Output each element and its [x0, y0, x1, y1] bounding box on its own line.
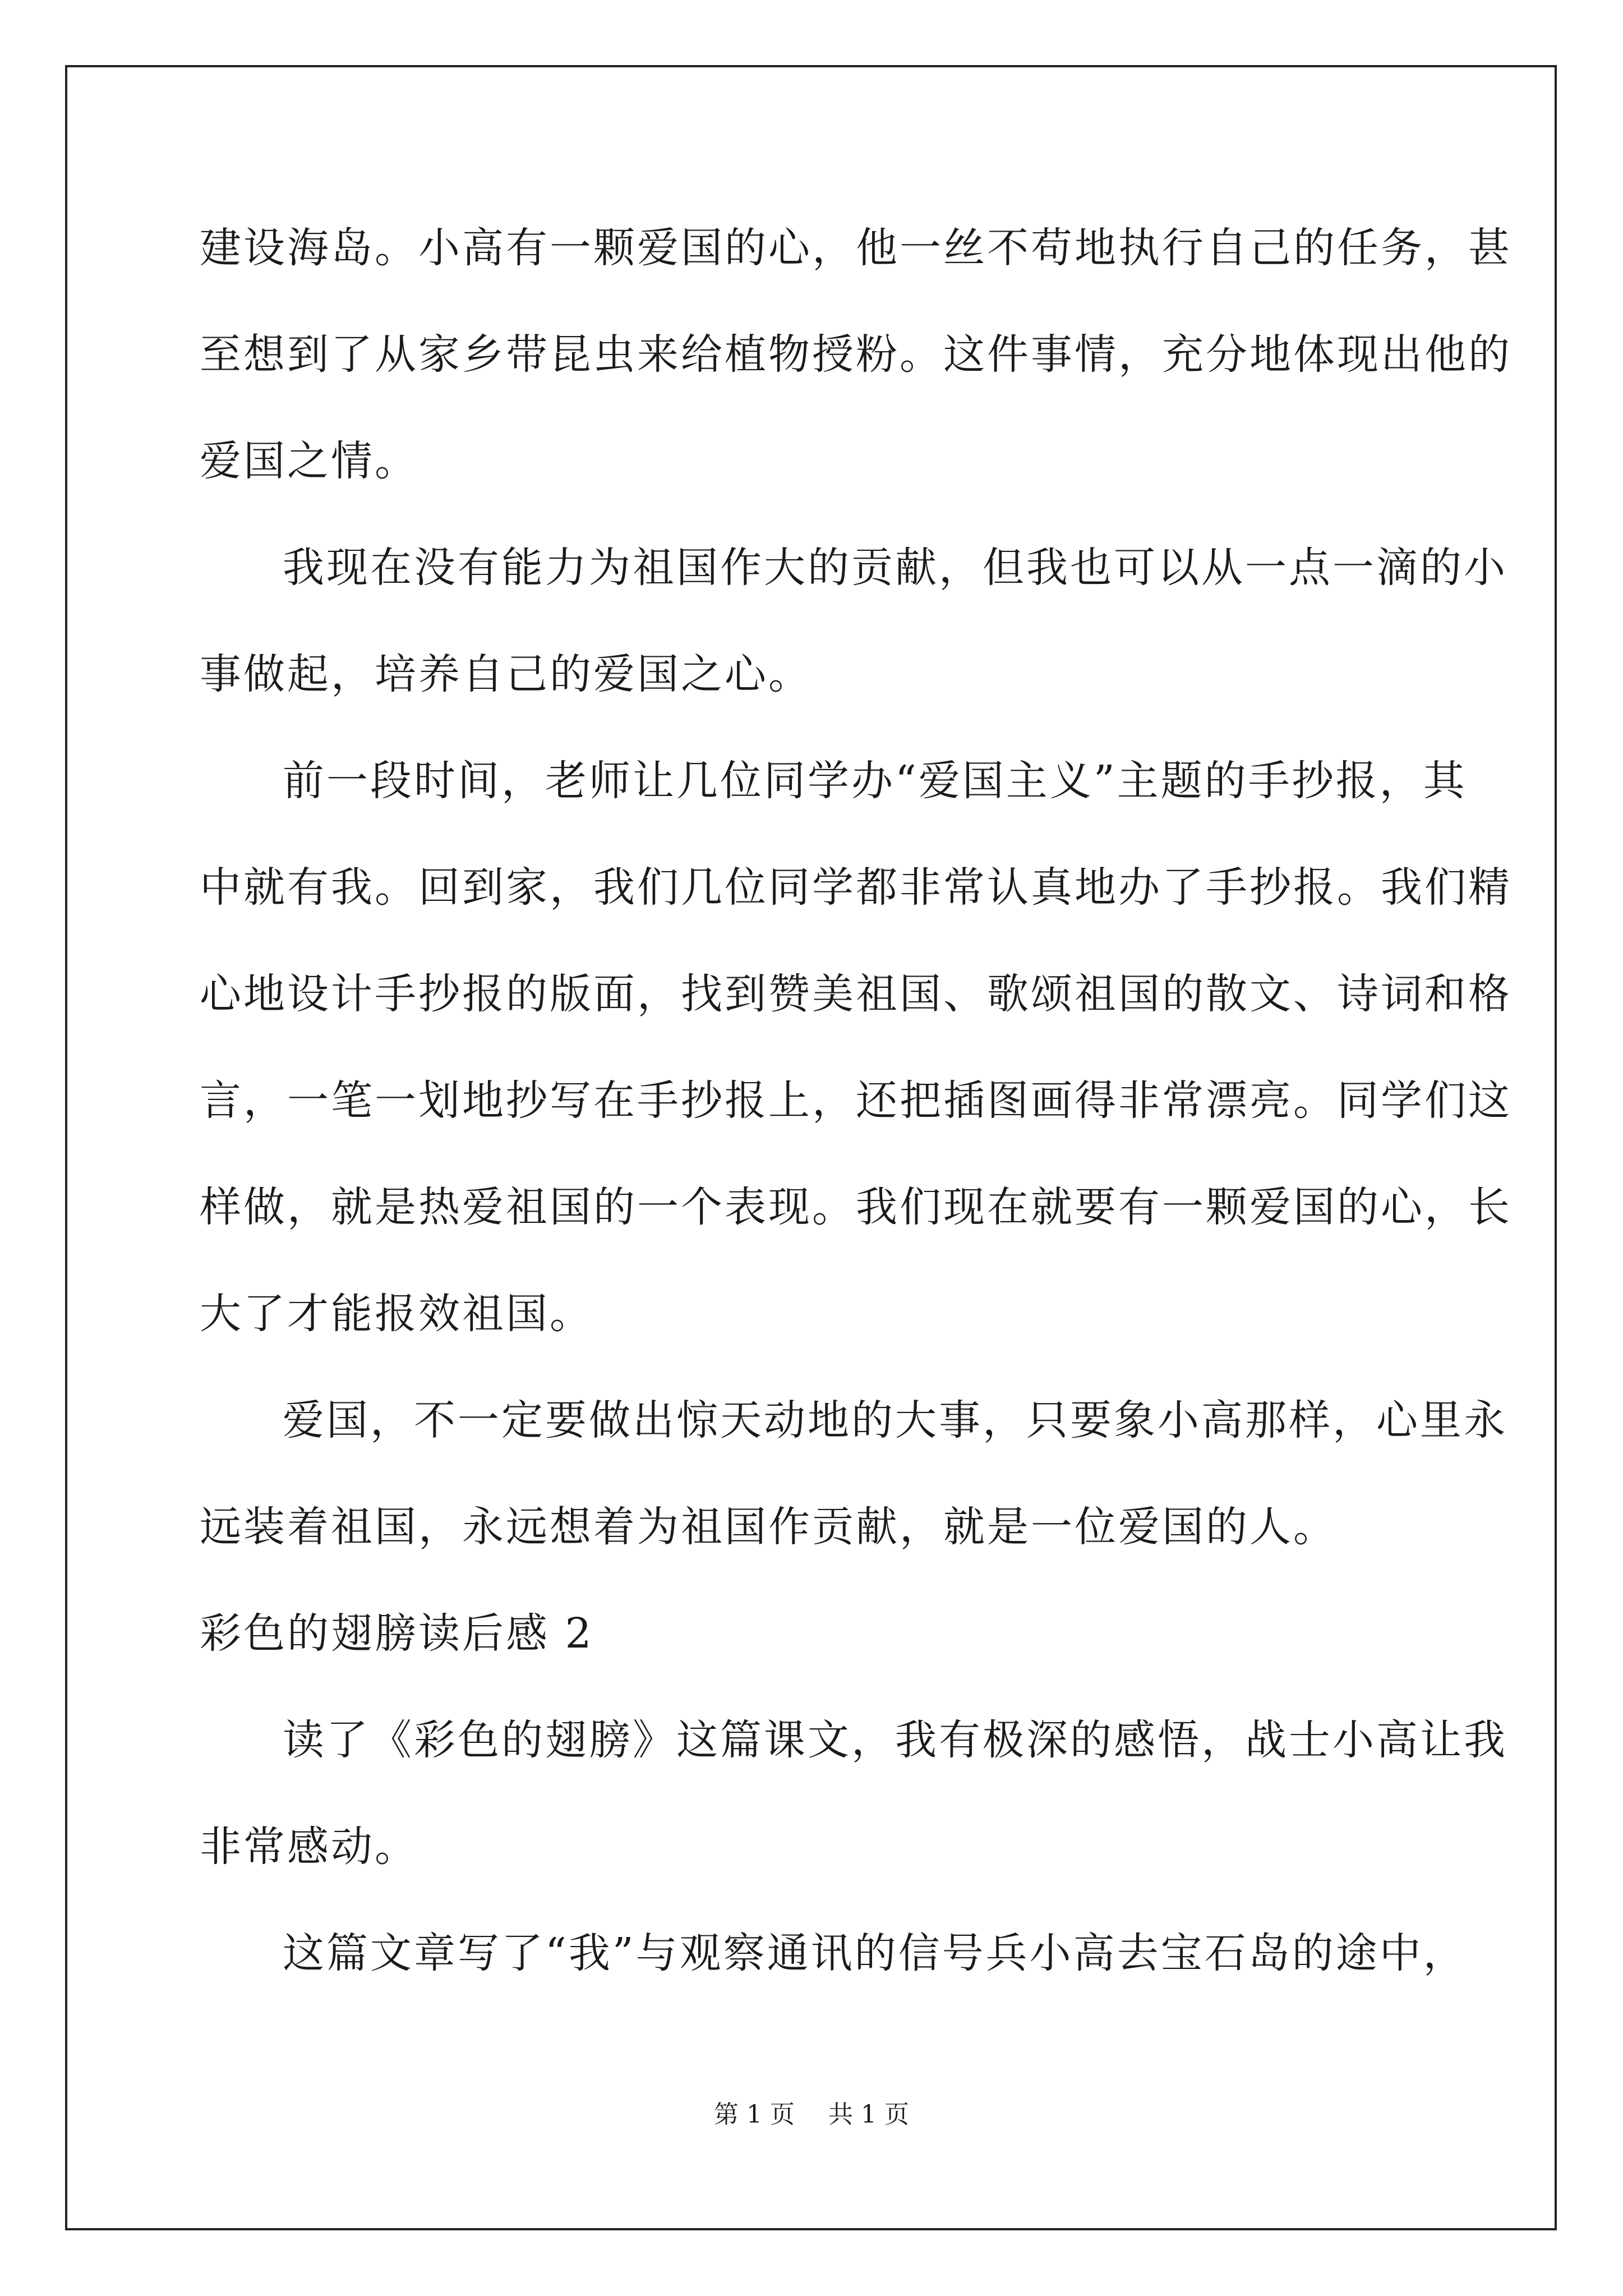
text-line: 我现在没有能力为祖国作大的贡献，但我也可以从一点一滴的小 — [283, 544, 1507, 592]
text-line: 心地设计手抄报的版面，找到赞美祖国、歌颂祖国的散文、诗词和格 — [200, 970, 1512, 1018]
text-line: 样做，就是热爱祖国的一个表现。我们现在就要有一颗爱国的心，长 — [200, 1183, 1512, 1231]
text-line: 事做起，培养自己的爱国之心。 — [200, 650, 812, 698]
text-line: 读了《彩色的翅膀》这篇课文，我有极深的感悟，战士小高让我 — [283, 1716, 1507, 1764]
text-line: 中就有我。回到家，我们几位同学都非常认真地办了手抄报。我们精 — [200, 863, 1512, 912]
text-line: 前一段时间，老师让几位同学办“爱国主义”主题的手抄报，其 — [283, 757, 1467, 805]
section-heading: 彩色的翅膀读后感 2 — [200, 1609, 594, 1658]
page-number: 第 1 页 — [714, 2100, 795, 2129]
text-line: 非常感动。 — [200, 1823, 418, 1871]
text-line: 言，一笔一划地抄写在手抄报上，还把插图画得非常漂亮。同学们这 — [200, 1076, 1512, 1125]
text-line: 爱国之情。 — [200, 437, 418, 485]
page-total: 共 1 页 — [828, 2100, 909, 2129]
text-line: 大了才能报效祖国。 — [200, 1290, 593, 1338]
text-line: 爱国，不一定要做出惊天动地的大事，只要象小高那样，心里永 — [283, 1396, 1507, 1444]
text-line: 远装着祖国，永远想着为祖国作贡献，就是一位爱国的人。 — [200, 1503, 1337, 1551]
text-line: 这篇文章写了“我”与观察通讯的信号兵小高去宝石岛的途中， — [283, 1929, 1467, 1977]
text-line: 建设海岛。小高有一颗爱国的心，他一丝不苟地执行自己的任务，甚 — [200, 224, 1512, 272]
document-body — [200, 214, 1512, 2026]
page-footer — [0, 2098, 1623, 2132]
text-line: 至想到了从家乡带昆虫来给植物授粉。这件事情，充分地体现出他的 — [200, 330, 1512, 379]
